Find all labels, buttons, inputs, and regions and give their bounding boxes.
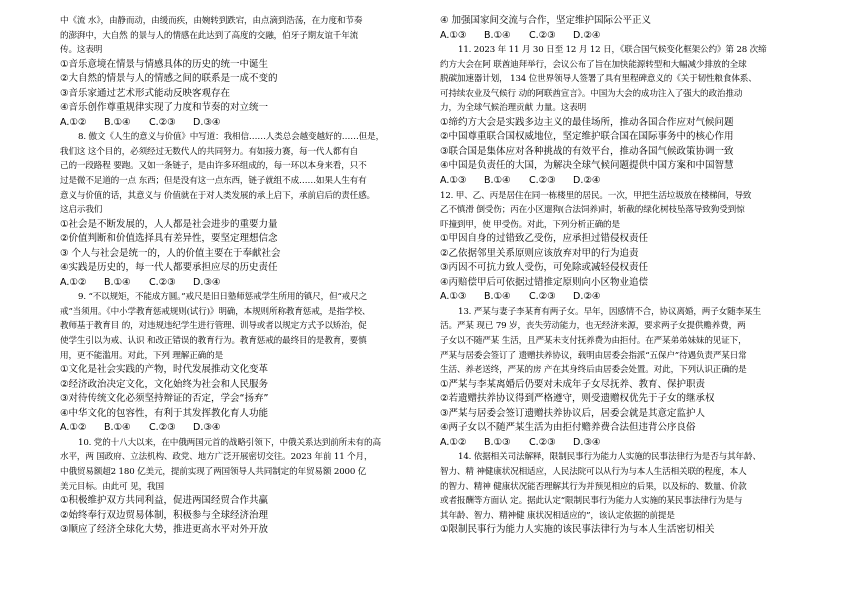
question-text-line: 13. 严某与妻子李某育有两子女。早年，因感情不合，协议离婚，两子女随李某生 [458,306,761,317]
answer-options [440,290,800,305]
question-text-line: 子女以不随严某 生活，且严某未支付抚养费为由拒付。在严某弟弟妹妹的见证下， [440,336,747,347]
choice-line: ④两子女以不随严某生活为由拒付赡养费合法但违背公序良俗 [440,422,696,434]
answer-option: D.②④ [573,29,601,41]
question-text-line: 中《流 水》，由静而动，由缓而疾，由婉转到跌宕，由点滴到浩荡，在力度和节奏 [60,16,363,26]
answer-option: B.①④ [104,276,131,288]
left-column [60,14,425,538]
question-text-line: 水平，两 国政府、立法机构、政党、地方广泛开展密切交往。2023 年前 11 个月， [60,452,373,463]
question-text-line: 8. 傲文《人生的意义与价值》中写道：我相信……人类总会越变越好的……但是， [78,132,385,143]
choice-line: ④中华文化的包容性，有利于其发挥教化育人功能 [60,407,269,419]
answer-options [60,116,425,131]
question-text-line: 力，为全球气候治理贡献 力量。这表明 [440,103,587,114]
question-text-line: 传。这表明 [60,45,103,56]
question-text-line: 10. 党的十八大以来，在中俄两国元首的战略引领下，中俄关系达到前所未有的高 [78,437,381,448]
choice-line: ③联合国是集体应对各种挑战的有效平台，推动各国气候政策协调一致 [440,145,734,157]
answer-option: D.②④ [573,175,601,187]
choice-line: ①严某与李某离婚后仍要对未成年子女尽抚养、教育、保护职责 [440,378,706,390]
answer-option: A.①② [60,116,87,128]
question-text-line: 美元目标。由此可 见，我国 [60,481,164,492]
question-text-line: 己的一段路程 要跑。又如一条链子，是由许多环组成的，每一环以本身来看，只不 [60,161,367,172]
question-text-line: 11. 2023 年 11 月 30 日至 12 月 12 日，《联合国气候变化框架公约》第 28 次缔 [458,45,767,56]
question-text-line: 吓撞到甲，使 甲受伤。对此，下列分析正确的是 [440,219,620,230]
question-text-line: 戒”当须用。《中小学教育惩戒规则(试行)》明确，本规则所称教育惩戒，是指学校、 [60,306,371,317]
choice-line: ③严某与居委会签订遗赠扶养协议后，居委会就是其意定监护人 [440,407,706,419]
choice-line: ②乙依据邻里关系原则应该放弃对甲的行为追责 [440,247,639,259]
right-column [440,14,800,538]
choice-line: ①积极维护双方共同利益，促进两国经贸合作共赢 [60,495,269,507]
answer-options [440,436,800,451]
answer-option: C.②③ [149,276,176,288]
choice-line: ④音乐创作尊重规律实现了力度和节奏的对立统一 [60,102,269,114]
answer-options [60,421,425,436]
answer-option: A.①③ [440,29,467,41]
choice-line: ③丙因不可抗力致人受伤，可免除或减轻侵权责任 [440,262,649,274]
answer-option: A.①② [60,422,87,434]
choice-line: ①音乐意境在情景与情感具体的历史的统一中诞生 [60,58,269,70]
question-text-line: 的智力、精神 健康状况能否理解其行为并预见相应的后果，以及标的、数量、价款 [440,481,747,492]
choice-line: ①甲因自身的过错致乙受伤，应承担过错侵权责任 [440,233,649,245]
question-text-line: 9. “不以规矩，不能成方圆。”戒尺是旧日塾师惩戒学生所用的镇尺，但“戒尺之 [78,292,368,303]
question-text-line: 14. 依据相关司法解释，限制民事行为能力人实施的民事法律行为是否与其年龄、 [458,452,761,463]
choice-line: ①限制民事行为能力人实施的该民事法律行为与本人生活密切相关 [440,524,715,536]
choice-line: ③音乐家通过艺术形式能动反映客观存在 [60,87,231,99]
question-text-line: 用，更不能滥用。对此，下列 理解正确的是 [60,350,224,361]
choice-line: ②若遗赠扶养协议得到严格遵守，则受遗赠权优先于子女的继承权 [440,393,715,405]
choice-line: ①社会是不断发展的，人人都是社会进步的重要力量 [60,218,278,230]
question-text-line: 活。严某 现已 79 岁，丧失劳动能力，也无经济来源，要求两子女提供赡养费，两 [440,321,746,332]
answer-option: B.①④ [104,422,131,434]
question-text-line: 严某与居委会签订了 遗赠扶养协议，载明由居委会指派“五保户”待遇负责严某日常 [440,350,747,361]
answer-option: C.②③ [149,116,176,128]
answer-option: B.①④ [484,29,511,41]
question-text-line: 其年龄、智力、精神健 康状况相适应的”，该认定依据的前提是 [440,510,675,521]
answer-option: C.②③ [529,291,556,303]
choice-line: ②经济政治决定文化，文化始终为社会和人民服务 [60,378,269,390]
answer-option: B.①③ [484,436,511,448]
answer-option: B.①④ [484,291,511,303]
answer-option: D.③④ [573,436,601,448]
question-text-line: 智力、精 神健康状况相适应，人民法院可以从行为与本人生活相关联的程度，本人 [440,466,747,477]
question-text-line: 过是微不足道的一点 东西；但是没有这一点东西，链子就组不成……如果人生有有 [60,176,367,187]
answer-option: A.①② [60,276,87,288]
answer-options [440,174,800,189]
answer-option: D.③④ [193,276,221,288]
question-text-line: 或者报酬等方面认 定。据此认定“限制民事行为能力人实施的某民事法律行为是与 [440,496,743,507]
answer-option: B.①④ [484,175,511,187]
answer-option: D.③④ [193,422,221,434]
choice-line: ④实践是历史的，每一代人都要承担应尽的历史责任 [60,262,278,274]
question-text-line: 乙不慎滑 倒受伤；丙在小区遛狗(合法饲养)时，斩截的绿化树枝坠落导致狗受到惊 [440,205,745,216]
question-text-line: 脱碳加速器计划， 134 位世界领导人签署了具有里程碑意义的《关于韧性粮食体系、 [440,74,757,85]
question-text-line: 约方大会在阿 联酋迪拜举行，会议公布了旨在加快能源转型和大幅减少排放的全球 [440,59,747,70]
choice-line: ④ 加强国家间交流与合作，坚定维护国际公平正义 [440,15,652,26]
question-text-line: 教师基于教育目 的，对违规违纪学生进行管理、训导或者以规定方式予以矫治，促 [60,321,367,332]
choice-line: ④丙赔偿甲后可依据过错推定原则向小区物业追偿 [440,276,649,288]
answer-option: A.①③ [440,175,467,187]
choice-line: ①缔约方大会是实践多边主义的最佳场所，推动各国合作应对气候问题 [440,116,734,128]
question-text-line: 12. 甲、乙、丙是居住在同一栋楼里的居民。一次，甲把生活垃圾放在楼梯间，导致 [440,190,752,201]
choice-line: ②价值判断和价值选择具有差异性，要坚定理想信念 [60,233,278,245]
choice-line: ②始终奉行双边贸易体制，积极参与全球经济治理 [60,509,269,521]
choice-line: ②大自然的情景与人的情感之间的联系是一成不变的 [60,73,278,85]
choice-line: ③顺应了经济全球化大势，推进更高水平对外开放 [60,524,269,536]
answer-option: C.②③ [149,422,176,434]
answer-option: C.②③ [529,175,556,187]
choice-line: ③ 个人与社会是统一的，人的价值主要在于奉献社会 [60,247,281,259]
choice-line: ③对待传统文化必须坚持辩证的否定，学会“扬弃” [60,393,269,405]
question-text-line: 生活、养老送终，严某的房 产在其身终后由居委会处置。对此，下列认识正确的是 [440,365,747,376]
question-text-line: 使学生引以为戒、认识 和改正错误的教育行为。教育惩戒的最终目的是教育，要慎 [60,336,367,347]
question-text-line: 可持续农业及气候行 动的阿联酋宣言》。中国为大会的成功注入了强大的政治推动 [440,88,743,99]
answer-options [60,276,425,291]
answer-option: C.②③ [529,29,556,41]
choice-line: ④中国是负责任的大国，为解决全球气候问题提供中国方案和中国智慧 [440,160,734,172]
question-text-line: 中俄贸易额超2 180 亿美元，提前实现了两国领导人共同制定的年贸易额 2000 亿 [60,466,367,477]
answer-option: A.①③ [440,291,467,303]
answer-options [440,29,800,44]
choice-line: ②中国尊重联合国权威地位，坚定维护联合国在国际事务中的核心作用 [440,131,734,143]
question-text-line: 意义与价值的话，其意义与 价值就在于对人类发展的承上启下，承前启后的责任感。 [60,190,376,201]
question-text-line: 这启示我们 [60,205,103,216]
answer-option: B.①④ [104,116,131,128]
answer-option: D.③④ [193,116,221,128]
answer-option: A.①② [440,436,467,448]
choice-line: ①文化是社会实践的产物，时代发展推动文化变革 [60,364,269,376]
answer-option: C.②③ [529,436,556,448]
answer-option: D.②④ [573,291,601,303]
question-text-line: 我们这 这个目的，必须经过无数代人的共同努力。有如接力赛，每一代人都有自 [60,146,359,157]
question-text-line: 的澎湃中，大自然 的景与人的情感在此达到了高度的交融，伯牙子期友谊千年流 [60,30,359,41]
